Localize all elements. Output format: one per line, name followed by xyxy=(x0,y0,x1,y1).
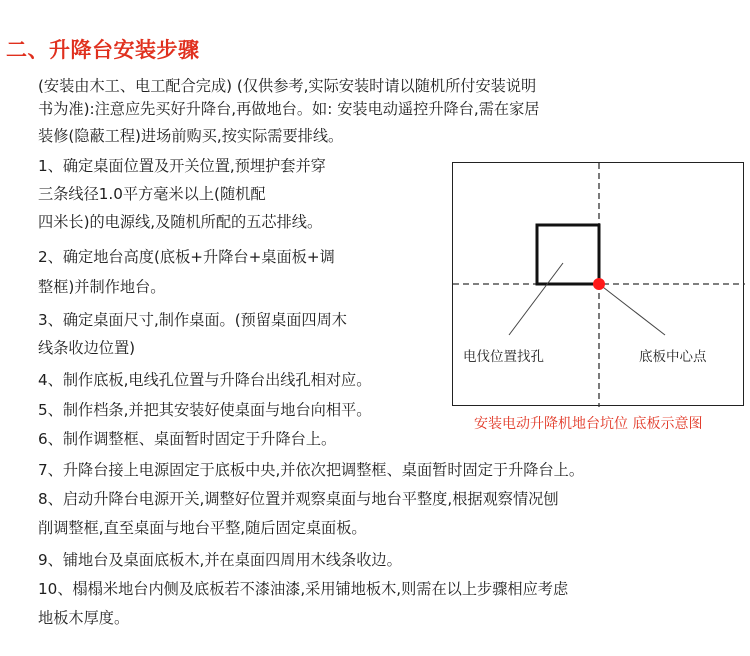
intro-line: (安装由木工、电工配合完成) (仅供参考,实际安装时请以随机所付安装说明 xyxy=(38,77,537,95)
page-title: 二、升降台安装步骤 xyxy=(6,38,200,62)
step-line: 线条收边位置) xyxy=(38,339,136,357)
step-line: 三条线径1.0平方毫米以上(随机配 xyxy=(38,185,266,203)
step-line: 10、榻榻米地台内侧及底板若不漆油漆,采用铺地板木,则需在以上步骤相应考虑 xyxy=(38,580,569,598)
step-line: 5、制作档条,并把其安装好使桌面与地台向相平。 xyxy=(38,401,372,419)
diagram-drawing xyxy=(453,163,745,407)
step-line: 7、升降台接上电源固定于底板中央,并依次把调整框、桌面暂时固定于升降台上。 xyxy=(38,461,585,479)
step-line: 2、确定地台高度(底板+升降台+桌面板+调 xyxy=(38,248,335,266)
diagram-caption: 安装电动升降机地台坑位 底板示意图 xyxy=(474,416,703,432)
step-line: 6、制作调整框、桌面暂时固定于升降台上。 xyxy=(38,430,337,448)
hole-position-label: 电伐位置找孔 xyxy=(463,349,544,365)
baseplate-diagram xyxy=(452,162,744,406)
step-line: 8、启动升降台电源开关,调整好位置并观察桌面与地台平整度,根据观察情况刨 xyxy=(38,490,559,508)
step-line: 4、制作底板,电线孔位置与升降台出线孔相对应。 xyxy=(38,371,372,389)
step-line: 3、确定桌面尺寸,制作桌面。(预留桌面四周木 xyxy=(38,311,347,329)
intro-line: 装修(隐蔽工程)进场前购买,按实际需要排线。 xyxy=(38,127,344,145)
step-line: 整框)并制作地台。 xyxy=(38,278,166,296)
intro-line: 书为准):注意应先买好升降台,再做地台。如: 安装电动遥控升降台,需在家居 xyxy=(38,100,540,118)
step-line: 地板木厚度。 xyxy=(38,609,130,627)
center-leader-line xyxy=(599,284,665,335)
center-point-label: 底板中心点 xyxy=(639,349,707,365)
step-line: 四米长)的电源线,及随机所配的五芯排线。 xyxy=(38,213,323,231)
cable-hole-square xyxy=(537,225,599,284)
step-line: 9、铺地台及桌面底板木,并在桌面四周用木线条收边。 xyxy=(38,551,402,569)
center-point-marker xyxy=(593,278,605,290)
step-line: 1、确定桌面位置及开关位置,预埋护套并穿 xyxy=(38,157,326,175)
step-line: 削调整框,直至桌面与地台平整,随后固定桌面板。 xyxy=(38,519,367,537)
